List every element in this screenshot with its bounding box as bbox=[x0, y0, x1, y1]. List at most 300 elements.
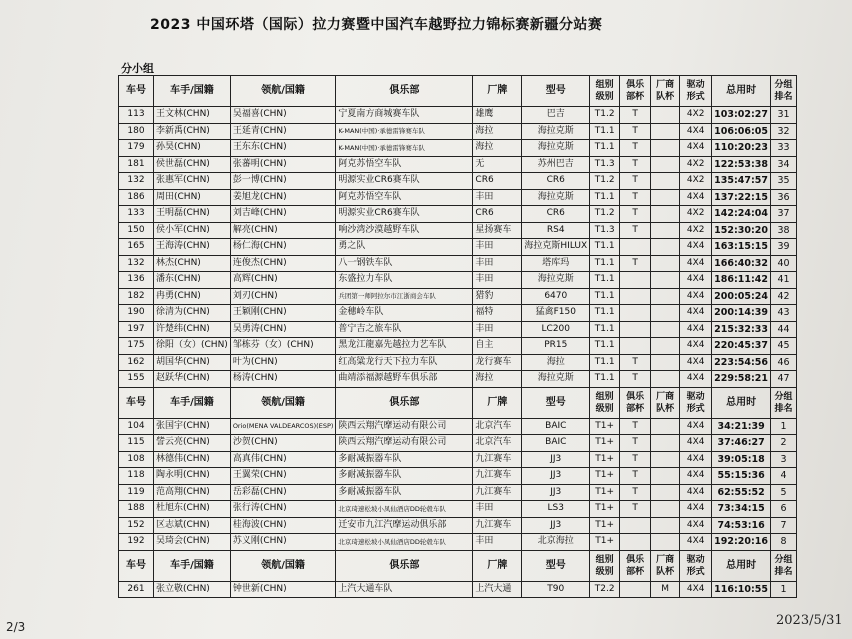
cell-group-rank: 31 bbox=[771, 107, 797, 124]
cell-codriver: 彭一博(CHN) bbox=[230, 173, 336, 190]
cell-club-cup: T bbox=[620, 255, 651, 272]
cell-brand: 丰田 bbox=[473, 501, 522, 518]
header-maker-cup: 厂商 队杯 bbox=[651, 550, 680, 581]
cell-club-cup: T bbox=[620, 222, 651, 239]
cell-drive: 4X4 bbox=[680, 468, 712, 485]
cell-driver: 王文林(CHN) bbox=[154, 107, 231, 124]
cell-model: CR6 bbox=[522, 206, 590, 223]
table-row bbox=[119, 354, 797, 371]
cell-car-number: 133 bbox=[119, 206, 154, 223]
cell-codriver: 张行涛(CHN) bbox=[230, 501, 336, 518]
cell-club-cup bbox=[620, 288, 651, 305]
cell-total-time: 73:34:15 bbox=[712, 501, 771, 518]
cell-brand: 星扬赛车 bbox=[473, 222, 522, 239]
cell-club: 普宁吉之旅车队 bbox=[336, 321, 473, 338]
cell-class: T1.1 bbox=[590, 272, 620, 289]
header-codriver: 领航/国籍 bbox=[230, 550, 336, 581]
cell-drive: 4X4 bbox=[680, 371, 712, 388]
cell-group-rank: 47 bbox=[771, 371, 797, 388]
cell-club: 响沙湾沙漠越野车队 bbox=[336, 222, 473, 239]
cell-club-cup bbox=[620, 272, 651, 289]
cell-group-rank: 38 bbox=[771, 222, 797, 239]
cell-drive: 4X4 bbox=[680, 484, 712, 501]
page-title: 2023 中国环塔（国际）拉力赛暨中国汽车越野拉力锦标赛新疆分站赛 bbox=[150, 17, 603, 33]
cell-club-cup bbox=[620, 305, 651, 322]
table-row bbox=[119, 288, 797, 305]
cell-class: T1+ bbox=[590, 468, 620, 485]
table-row bbox=[119, 435, 797, 452]
cell-model: T90 bbox=[522, 581, 590, 598]
cell-drive: 4X2 bbox=[680, 173, 712, 190]
cell-car-number: 192 bbox=[119, 534, 154, 551]
table-row bbox=[119, 581, 797, 598]
cell-total-time: 152:30:20 bbox=[712, 222, 771, 239]
cell-club: 多耐减振器车队 bbox=[336, 451, 473, 468]
cell-codriver: 岳彩磊(CHN) bbox=[230, 484, 336, 501]
cell-brand: 海拉 bbox=[473, 371, 522, 388]
cell-class: T1.1 bbox=[590, 255, 620, 272]
page-number: 2/3 bbox=[6, 620, 26, 634]
cell-driver: 孙昊(CHN) bbox=[154, 140, 231, 157]
table-header-row bbox=[119, 387, 797, 418]
cell-codriver: Orio(MENA VALDEARCOS)(ESP) bbox=[230, 418, 336, 435]
cell-driver: 李新禹(CHN) bbox=[154, 123, 231, 140]
cell-group-rank: 43 bbox=[771, 305, 797, 322]
cell-club: 北京琦速松坡小凤仙酒店DD轮毂车队 bbox=[336, 501, 473, 518]
cell-maker-cup bbox=[651, 484, 680, 501]
cell-model: LS3 bbox=[522, 501, 590, 518]
cell-brand: 北京汽车 bbox=[473, 418, 522, 435]
table-row bbox=[119, 189, 797, 206]
cell-drive: 4X4 bbox=[680, 517, 712, 534]
cell-group-rank: 34 bbox=[771, 156, 797, 173]
cell-total-time: 223:54:56 bbox=[712, 354, 771, 371]
cell-class: T1+ bbox=[590, 484, 620, 501]
header-drive: 驱动 形式 bbox=[680, 550, 712, 581]
cell-total-time: 142:24:04 bbox=[712, 206, 771, 223]
cell-codriver: 解亮(CHN) bbox=[230, 222, 336, 239]
cell-class: T1.1 bbox=[590, 354, 620, 371]
cell-club: 阿克苏悟空车队 bbox=[336, 156, 473, 173]
header-car-number: 车号 bbox=[119, 76, 154, 107]
cell-club-cup: T bbox=[620, 435, 651, 452]
cell-driver: 潘东(CHN) bbox=[154, 272, 231, 289]
cell-driver: 訾云亮(CHN) bbox=[154, 435, 231, 452]
cell-codriver: 杨涛(CHN) bbox=[230, 371, 336, 388]
cell-model: 海拉克斯 bbox=[522, 123, 590, 140]
cell-model: 猛禽F150 bbox=[522, 305, 590, 322]
cell-class: T1+ bbox=[590, 451, 620, 468]
cell-club-cup bbox=[620, 581, 651, 598]
header-maker-cup: 厂商 队杯 bbox=[651, 387, 680, 418]
cell-car-number: 180 bbox=[119, 123, 154, 140]
cell-brand: 丰田 bbox=[473, 534, 522, 551]
cell-driver: 徐清为(CHN) bbox=[154, 305, 231, 322]
cell-group-rank: 33 bbox=[771, 140, 797, 157]
cell-maker-cup bbox=[651, 107, 680, 124]
cell-brand: 龙行赛车 bbox=[473, 354, 522, 371]
cell-class: T1.3 bbox=[590, 156, 620, 173]
cell-drive: 4X4 bbox=[680, 189, 712, 206]
cell-codriver: 沙贺(CHN) bbox=[230, 435, 336, 452]
header-brand: 厂牌 bbox=[473, 387, 522, 418]
cell-model: 北京海拉 bbox=[522, 534, 590, 551]
cell-driver: 范高翔(CHN) bbox=[154, 484, 231, 501]
cell-club: 陕西云翔汽摩运动有限公司 bbox=[336, 418, 473, 435]
cell-group-rank: 41 bbox=[771, 272, 797, 289]
cell-club: 勇之队 bbox=[336, 239, 473, 256]
cell-club: 红高粱龙行天下拉力车队 bbox=[336, 354, 473, 371]
cell-class: T1+ bbox=[590, 418, 620, 435]
cell-drive: 4X4 bbox=[680, 435, 712, 452]
table-row bbox=[119, 484, 797, 501]
cell-club: 多耐减振器车队 bbox=[336, 484, 473, 501]
table-row bbox=[119, 338, 797, 355]
cell-drive: 4X4 bbox=[680, 288, 712, 305]
table-row bbox=[119, 534, 797, 551]
cell-model: 苏州巴吉 bbox=[522, 156, 590, 173]
table-row bbox=[119, 305, 797, 322]
cell-club: 北京琦速松坡小凤仙酒店DD轮毂车队 bbox=[336, 534, 473, 551]
cell-driver: 王海涛(CHN) bbox=[154, 239, 231, 256]
cell-brand: 丰田 bbox=[473, 321, 522, 338]
cell-total-time: 215:32:33 bbox=[712, 321, 771, 338]
cell-model: 海拉克斯HILUX bbox=[522, 239, 590, 256]
cell-club: 黑龙江龍嘉先越拉力艺车队 bbox=[336, 338, 473, 355]
header-class: 组别 级别 bbox=[590, 550, 620, 581]
cell-model: 6470 bbox=[522, 288, 590, 305]
cell-codriver: 桂海波(CHN) bbox=[230, 517, 336, 534]
cell-codriver: 叶为(CHN) bbox=[230, 354, 336, 371]
cell-total-time: 192:20:16 bbox=[712, 534, 771, 551]
table-row bbox=[119, 107, 797, 124]
header-group-rank: 分组 排名 bbox=[771, 387, 797, 418]
cell-club-cup: T bbox=[620, 206, 651, 223]
table-row bbox=[119, 239, 797, 256]
cell-group-rank: 1 bbox=[771, 418, 797, 435]
header-class: 组别 级别 bbox=[590, 387, 620, 418]
header-club-cup: 俱乐 部杯 bbox=[620, 550, 651, 581]
header-codriver: 领航/国籍 bbox=[230, 387, 336, 418]
cell-codriver: 王翼荣(CHN) bbox=[230, 468, 336, 485]
cell-car-number: 182 bbox=[119, 288, 154, 305]
cell-driver: 吴琦会(CHN) bbox=[154, 534, 231, 551]
cell-drive: 4X4 bbox=[680, 272, 712, 289]
cell-model: 海拉 bbox=[522, 354, 590, 371]
cell-group-rank: 4 bbox=[771, 468, 797, 485]
cell-drive: 4X4 bbox=[680, 354, 712, 371]
header-club-cup: 俱乐 部杯 bbox=[620, 387, 651, 418]
cell-brand: 丰田 bbox=[473, 239, 522, 256]
cell-drive: 4X4 bbox=[680, 451, 712, 468]
cell-model: 塔库玛 bbox=[522, 255, 590, 272]
table-row bbox=[119, 371, 797, 388]
table-row bbox=[119, 321, 797, 338]
cell-class: T1.1 bbox=[590, 123, 620, 140]
cell-group-rank: 6 bbox=[771, 501, 797, 518]
cell-drive: 4X4 bbox=[680, 581, 712, 598]
cell-codriver: 苏义刚(CHN) bbox=[230, 534, 336, 551]
cell-driver: 侯世磊(CHN) bbox=[154, 156, 231, 173]
cell-club: 上汽大通车队 bbox=[336, 581, 473, 598]
cell-brand: 福特 bbox=[473, 305, 522, 322]
cell-drive: 4X4 bbox=[680, 338, 712, 355]
header-total-time: 总用时 bbox=[712, 76, 771, 107]
cell-club: 迁安市九江汽摩运动俱乐部 bbox=[336, 517, 473, 534]
header-club: 俱乐部 bbox=[336, 387, 473, 418]
cell-codriver: 王东东(CHN) bbox=[230, 140, 336, 157]
cell-total-time: 135:47:57 bbox=[712, 173, 771, 190]
cell-driver: 胡国华(CHN) bbox=[154, 354, 231, 371]
cell-car-number: 261 bbox=[119, 581, 154, 598]
cell-car-number: 179 bbox=[119, 140, 154, 157]
cell-total-time: 200:14:39 bbox=[712, 305, 771, 322]
cell-club: 陕西云翔汽摩运动有限公司 bbox=[336, 435, 473, 452]
cell-total-time: 186:11:42 bbox=[712, 272, 771, 289]
cell-group-rank: 46 bbox=[771, 354, 797, 371]
cell-drive: 4X4 bbox=[680, 239, 712, 256]
cell-drive: 4X2 bbox=[680, 107, 712, 124]
cell-total-time: 116:10:55 bbox=[712, 581, 771, 598]
cell-maker-cup bbox=[651, 255, 680, 272]
cell-group-rank: 45 bbox=[771, 338, 797, 355]
cell-maker-cup bbox=[651, 371, 680, 388]
cell-model: 海拉克斯 bbox=[522, 140, 590, 157]
cell-class: T1.1 bbox=[590, 321, 620, 338]
cell-club-cup: T bbox=[620, 173, 651, 190]
cell-club-cup: T bbox=[620, 123, 651, 140]
cell-club-cup: T bbox=[620, 107, 651, 124]
cell-total-time: 220:45:37 bbox=[712, 338, 771, 355]
cell-model: JJ3 bbox=[522, 517, 590, 534]
cell-maker-cup bbox=[651, 189, 680, 206]
cell-driver: 区志斌(CHN) bbox=[154, 517, 231, 534]
cell-class: T1.3 bbox=[590, 222, 620, 239]
cell-maker-cup bbox=[651, 517, 680, 534]
header-club-cup: 俱乐 部杯 bbox=[620, 76, 651, 107]
cell-class: T1+ bbox=[590, 534, 620, 551]
header-total-time: 总用时 bbox=[712, 387, 771, 418]
cell-class: T1.1 bbox=[590, 305, 620, 322]
cell-car-number: 119 bbox=[119, 484, 154, 501]
cell-car-number: 113 bbox=[119, 107, 154, 124]
header-car-number: 车号 bbox=[119, 387, 154, 418]
cell-total-time: 74:53:16 bbox=[712, 517, 771, 534]
cell-maker-cup: M bbox=[651, 581, 680, 598]
cell-group-rank: 39 bbox=[771, 239, 797, 256]
cell-maker-cup bbox=[651, 418, 680, 435]
cell-total-time: 200:05:24 bbox=[712, 288, 771, 305]
cell-total-time: 62:55:52 bbox=[712, 484, 771, 501]
cell-model: 巴吉 bbox=[522, 107, 590, 124]
cell-brand: CR6 bbox=[473, 206, 522, 223]
cell-class: T1+ bbox=[590, 517, 620, 534]
cell-brand: 丰田 bbox=[473, 189, 522, 206]
cell-maker-cup bbox=[651, 140, 680, 157]
cell-codriver: 吴勇涛(CHN) bbox=[230, 321, 336, 338]
table-header-row bbox=[119, 550, 797, 581]
cell-car-number: 132 bbox=[119, 173, 154, 190]
cell-group-rank: 36 bbox=[771, 189, 797, 206]
cell-car-number: 165 bbox=[119, 239, 154, 256]
cell-car-number: 188 bbox=[119, 501, 154, 518]
cell-maker-cup bbox=[651, 354, 680, 371]
cell-driver: 侯小军(CHN) bbox=[154, 222, 231, 239]
cell-drive: 4X4 bbox=[680, 418, 712, 435]
cell-brand: 九江赛车 bbox=[473, 451, 522, 468]
cell-total-time: 137:22:15 bbox=[712, 189, 771, 206]
table-row bbox=[119, 222, 797, 239]
cell-maker-cup bbox=[651, 156, 680, 173]
results-table-body bbox=[119, 76, 797, 598]
cell-car-number: 118 bbox=[119, 468, 154, 485]
cell-club-cup: T bbox=[620, 140, 651, 157]
cell-car-number: 190 bbox=[119, 305, 154, 322]
table-row bbox=[119, 451, 797, 468]
cell-brand: 雄鹰 bbox=[473, 107, 522, 124]
cell-drive: 4X2 bbox=[680, 156, 712, 173]
cell-car-number: 108 bbox=[119, 451, 154, 468]
cell-club-cup bbox=[620, 321, 651, 338]
cell-class: T1.2 bbox=[590, 107, 620, 124]
header-total-time: 总用时 bbox=[712, 550, 771, 581]
cell-group-rank: 42 bbox=[771, 288, 797, 305]
cell-brand: 丰田 bbox=[473, 255, 522, 272]
cell-maker-cup bbox=[651, 468, 680, 485]
cell-driver: 陶永明(CHN) bbox=[154, 468, 231, 485]
cell-driver: 冉勇(CHN) bbox=[154, 288, 231, 305]
cell-group-rank: 44 bbox=[771, 321, 797, 338]
cell-codriver: 邹栋芬（女）(CHN) bbox=[230, 338, 336, 355]
cell-maker-cup bbox=[651, 239, 680, 256]
cell-driver: 张国宇(CHN) bbox=[154, 418, 231, 435]
header-model: 型号 bbox=[522, 76, 590, 107]
cell-club-cup bbox=[620, 534, 651, 551]
cell-driver: 张惠军(CHN) bbox=[154, 173, 231, 190]
cell-car-number: 197 bbox=[119, 321, 154, 338]
cell-drive: 4X2 bbox=[680, 206, 712, 223]
cell-maker-cup bbox=[651, 534, 680, 551]
cell-total-time: 106:06:05 bbox=[712, 123, 771, 140]
cell-total-time: 122:53:38 bbox=[712, 156, 771, 173]
cell-club-cup: T bbox=[620, 484, 651, 501]
cell-club-cup: T bbox=[620, 156, 651, 173]
cell-brand: 九江赛车 bbox=[473, 468, 522, 485]
cell-driver: 许楚纬(CHN) bbox=[154, 321, 231, 338]
cell-driver: 林杰(CHN) bbox=[154, 255, 231, 272]
header-model: 型号 bbox=[522, 387, 590, 418]
cell-car-number: 132 bbox=[119, 255, 154, 272]
cell-drive: 4X4 bbox=[680, 501, 712, 518]
cell-total-time: 110:20:23 bbox=[712, 140, 771, 157]
cell-club: 曲靖添福源越野车俱乐部 bbox=[336, 371, 473, 388]
header-model: 型号 bbox=[522, 550, 590, 581]
cell-car-number: 155 bbox=[119, 371, 154, 388]
cell-codriver: 钟世新(CHN) bbox=[230, 581, 336, 598]
cell-total-time: 39:05:18 bbox=[712, 451, 771, 468]
cell-driver: 杜旭东(CHN) bbox=[154, 501, 231, 518]
cell-driver: 周田(CHN) bbox=[154, 189, 231, 206]
cell-maker-cup bbox=[651, 305, 680, 322]
cell-club-cup: T bbox=[620, 371, 651, 388]
cell-codriver: 王延青(CHN) bbox=[230, 123, 336, 140]
header-brand: 厂牌 bbox=[473, 76, 522, 107]
table-row bbox=[119, 517, 797, 534]
cell-car-number: 186 bbox=[119, 189, 154, 206]
cell-model: BAIC bbox=[522, 435, 590, 452]
cell-maker-cup bbox=[651, 338, 680, 355]
cell-codriver: 张蕃明(CHN) bbox=[230, 156, 336, 173]
cell-group-rank: 32 bbox=[771, 123, 797, 140]
cell-brand: 九江赛车 bbox=[473, 484, 522, 501]
cell-car-number: 115 bbox=[119, 435, 154, 452]
cell-model: 海拉克斯 bbox=[522, 189, 590, 206]
table-row bbox=[119, 140, 797, 157]
cell-club: 多耐减振器车队 bbox=[336, 468, 473, 485]
table-row bbox=[119, 156, 797, 173]
header-brand: 厂牌 bbox=[473, 550, 522, 581]
cell-brand: 九江赛车 bbox=[473, 517, 522, 534]
cell-driver: 林德伟(CHN) bbox=[154, 451, 231, 468]
cell-codriver: 连俊杰(CHN) bbox=[230, 255, 336, 272]
cell-maker-cup bbox=[651, 222, 680, 239]
cell-total-time: 34:21:39 bbox=[712, 418, 771, 435]
table-row bbox=[119, 418, 797, 435]
cell-model: JJ3 bbox=[522, 451, 590, 468]
cell-brand: 海拉 bbox=[473, 123, 522, 140]
cell-drive: 4X4 bbox=[680, 255, 712, 272]
results-table bbox=[118, 75, 797, 598]
header-codriver: 领航/国籍 bbox=[230, 76, 336, 107]
cell-drive: 4X4 bbox=[680, 305, 712, 322]
cell-brand: 丰田 bbox=[473, 272, 522, 289]
cell-codriver: 高辉(CHN) bbox=[230, 272, 336, 289]
header-car-number: 车号 bbox=[119, 550, 154, 581]
cell-total-time: 166:40:32 bbox=[712, 255, 771, 272]
cell-codriver: 吴福喜(CHN) bbox=[230, 107, 336, 124]
cell-group-rank: 2 bbox=[771, 435, 797, 452]
cell-club-cup: T bbox=[620, 468, 651, 485]
cell-codriver: 杨仁海(CHN) bbox=[230, 239, 336, 256]
cell-group-rank: 35 bbox=[771, 173, 797, 190]
cell-model: PR15 bbox=[522, 338, 590, 355]
cell-class: T1.2 bbox=[590, 206, 620, 223]
cell-group-rank: 37 bbox=[771, 206, 797, 223]
header-driver: 车手/国籍 bbox=[154, 76, 231, 107]
cell-maker-cup bbox=[651, 288, 680, 305]
cell-car-number: 181 bbox=[119, 156, 154, 173]
cell-class: T1+ bbox=[590, 501, 620, 518]
cell-class: T1.1 bbox=[590, 288, 620, 305]
cell-car-number: 104 bbox=[119, 418, 154, 435]
header-drive: 驱动 形式 bbox=[680, 387, 712, 418]
cell-club: 明源实业CR6赛车队 bbox=[336, 206, 473, 223]
cell-model: JJ3 bbox=[522, 484, 590, 501]
cell-car-number: 175 bbox=[119, 338, 154, 355]
cell-total-time: 55:15:36 bbox=[712, 468, 771, 485]
cell-class: T1.1 bbox=[590, 239, 620, 256]
table-row bbox=[119, 173, 797, 190]
cell-brand: CR6 bbox=[473, 173, 522, 190]
cell-brand: 上汽大通 bbox=[473, 581, 522, 598]
cell-car-number: 136 bbox=[119, 272, 154, 289]
cell-codriver: 刘刃(CHN) bbox=[230, 288, 336, 305]
header-group-rank: 分组 排名 bbox=[771, 76, 797, 107]
cell-club-cup: T bbox=[620, 418, 651, 435]
header-driver: 车手/国籍 bbox=[154, 550, 231, 581]
cell-club-cup bbox=[620, 517, 651, 534]
cell-maker-cup bbox=[651, 451, 680, 468]
